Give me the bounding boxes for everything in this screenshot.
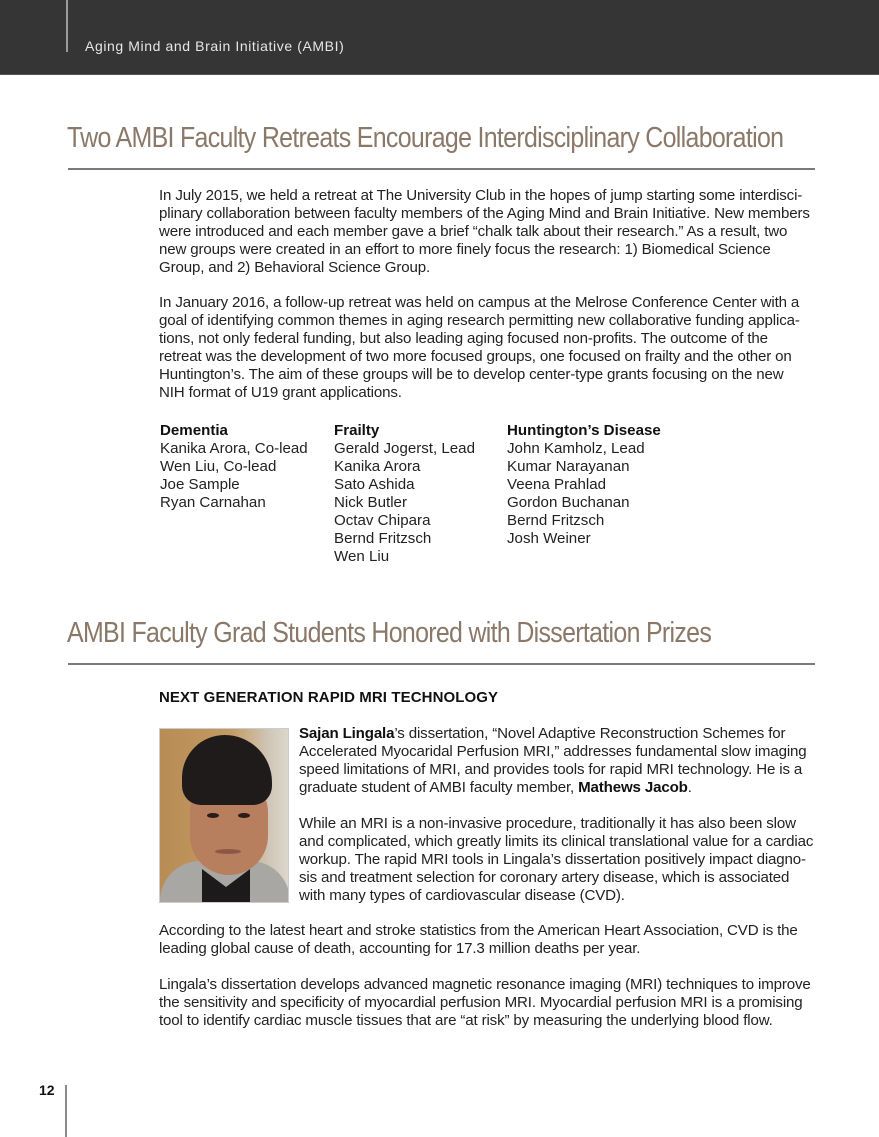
text-line: Accelerated Myocaridal Perfusion MRI,” addresses fundamental slow imaging	[299, 743, 807, 760]
text-fragment: .	[687, 779, 692, 796]
portrait-mouth	[215, 849, 241, 854]
portrait-eye	[207, 813, 219, 818]
retreat-paragraph-2	[159, 294, 819, 402]
group-member: Sato Ashida	[334, 476, 415, 493]
dissertation-summary-paragraph	[159, 976, 819, 1030]
group-member: Bernd Fritzsch	[507, 512, 605, 529]
page-number: 12	[39, 1082, 55, 1098]
portrait-hair	[182, 735, 272, 805]
text-line: and complicated, which greatly limits its clinical translational value for a cardiac	[299, 833, 814, 850]
text-line	[299, 779, 819, 797]
text-line: plinary collaboration between faculty members of the Aging Mind and Brain Initiative. New members	[159, 205, 810, 222]
text-line: Group, and 2) Behavioral Science Group.	[159, 259, 431, 276]
text-line: While an MRI is a non-invasive procedure, traditionally it has also been slow	[299, 815, 796, 832]
text-line: workup. The rapid MRI tools in Lingala’s dissertation positively impact diagno-	[299, 851, 806, 868]
header-divider	[66, 0, 68, 52]
text-line: According to the latest heart and stroke statistics from the American Heart Association, CVD is the	[159, 922, 798, 939]
group-member: Nick Butler	[334, 494, 407, 511]
group-member: Kanika Arora, Co-lead	[160, 440, 308, 457]
group-heading: Dementia	[160, 422, 228, 439]
group-heading: Frailty	[334, 422, 380, 439]
group-member: Gerald Jogerst, Lead	[334, 440, 475, 457]
dissertation-intro-paragraph	[299, 725, 819, 797]
article-subheading: NEXT GENERATION RAPID MRI TECHNOLOGY	[159, 689, 499, 706]
group-member: Joe Sample	[160, 476, 240, 493]
group-member: Kumar Narayanan	[507, 458, 630, 475]
group-member: Veena Prahlad	[507, 476, 607, 493]
mri-paragraph	[299, 815, 819, 905]
text-line: tions, not only federal funding, but also leading aging focused non-profits. The outcome of the	[159, 330, 768, 347]
group-frailty	[334, 422, 514, 566]
section-title-dissertation-prizes: AMBI Faculty Grad Students Honored with Dissertation Prizes	[67, 617, 712, 649]
group-huntingtons-disease	[507, 422, 687, 548]
text-fragment: ’s dissertation, “Novel Adaptive Reconstruction Schemes for	[394, 725, 786, 742]
text-line: Huntington’s. The aim of these groups will be to develop center-type grants focusing on the new	[159, 366, 784, 383]
cvd-statistics-paragraph	[159, 922, 819, 958]
group-member: John Kamholz, Lead	[507, 440, 645, 457]
group-member: Bernd Fritzsch	[334, 530, 432, 547]
text-line: tool to identify cardiac muscle tissues that are “at risk” by measuring the underlying blood flow.	[159, 1012, 773, 1029]
text-line: speed limitations of MRI, and provides tools for rapid MRI technology. He is a	[299, 761, 803, 778]
text-line: Lingala’s dissertation develops advanced magnetic resonance imaging (MRI) techniques to improve	[159, 976, 811, 993]
retreat-paragraph-1	[159, 187, 819, 277]
text-line: sis and treatment selection for coronary artery disease, which is associated	[299, 869, 790, 886]
text-line: retreat was the development of two more focused groups, one focused on frailty and the other on	[159, 348, 792, 365]
group-member: Wen Liu	[334, 548, 390, 565]
text-line: new groups were created in an effort to more finely focus the research: 1) Biomedical Science	[159, 241, 771, 258]
advisor-name: Mathews Jacob	[578, 779, 688, 796]
group-member: Ryan Carnahan	[160, 494, 266, 511]
text-line: the sensitivity and specificity of myocardial perfusion MRI. Myocardial perfusion MRI is a promising	[159, 994, 803, 1011]
section-divider	[68, 168, 815, 170]
text-line: In January 2016, a follow-up retreat was held on campus at the Melrose Conference Center with a	[159, 294, 800, 311]
section-divider	[68, 663, 815, 665]
section-title-retreats: Two AMBI Faculty Retreats Encourage Interdisciplinary Collaboration	[67, 122, 784, 154]
header-bar	[0, 0, 879, 75]
text-line	[299, 725, 819, 743]
group-member: Gordon Buchanan	[507, 494, 630, 511]
group-dementia	[160, 422, 340, 512]
group-member: Josh Weiner	[507, 530, 591, 547]
footer-divider	[65, 1085, 67, 1137]
text-line: goal of identifying common themes in aging research permitting new collaborative funding applica-	[159, 312, 800, 329]
student-portrait-photo	[159, 728, 289, 903]
text-line: were introduced and each member gave a brief “chalk talk about their research.” As a result, two	[159, 223, 788, 240]
text-line: In July 2015, we held a retreat at The University Club in the hopes of jump starting some interdisci-	[159, 187, 803, 204]
group-member: Octav Chipara	[334, 512, 431, 529]
group-member: Wen Liu, Co-lead	[160, 458, 277, 475]
text-line: NIH format of U19 grant applications.	[159, 384, 402, 401]
text-fragment: graduate student of AMBI faculty member,	[299, 779, 579, 796]
portrait-eye	[238, 813, 250, 818]
text-line: leading global cause of death, accounting for 17.3 million deaths per year.	[159, 940, 641, 957]
group-member: Kanika Arora	[334, 458, 421, 475]
group-heading: Huntington’s Disease	[507, 422, 661, 439]
text-line: with many types of cardiovascular disease (CVD).	[299, 887, 625, 904]
student-name: Sajan Lingala	[299, 725, 395, 742]
publication-title: Aging Mind and Brain Initiative (AMBI)	[85, 38, 345, 54]
